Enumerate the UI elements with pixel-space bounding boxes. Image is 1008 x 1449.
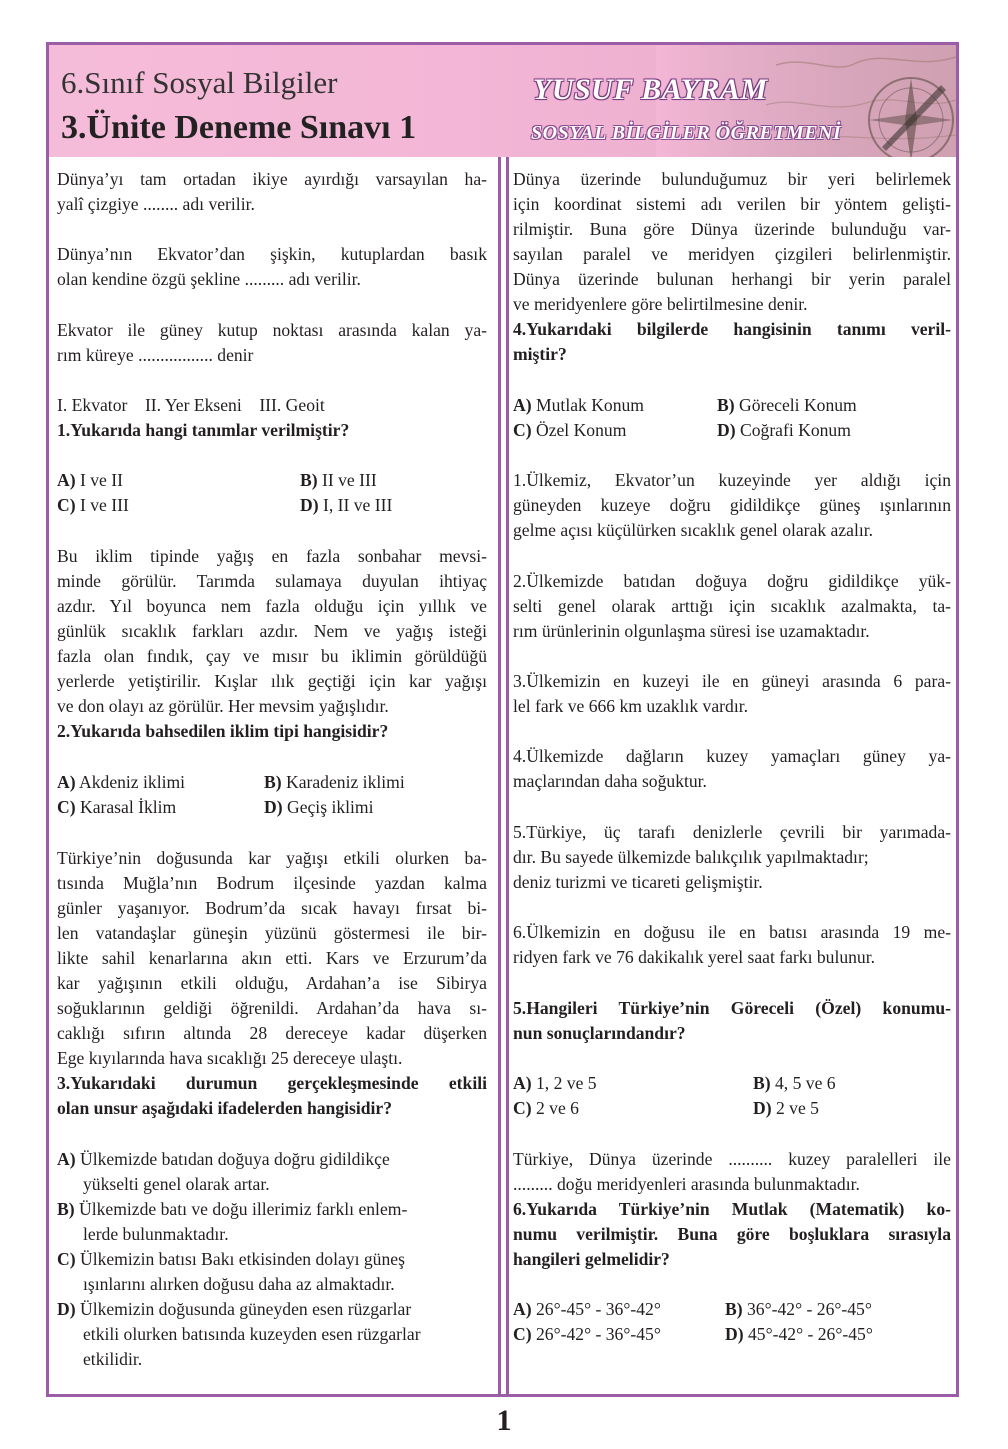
author-name: YUSUF BAYRAM <box>533 73 768 106</box>
question-4-line-1: 4.Yukarıdaki bilgilerde hangisinin tanımı veril- <box>513 319 951 339</box>
option-c[interactable]: C) Özel Konum <box>513 420 627 440</box>
question-2: 2.Yukarıda bahsedilen iklim tipi hangisidir? <box>57 721 389 741</box>
weather-text-line: Türkiye’nin doğusunda kar yağışı etkili olurken ba- <box>57 848 487 868</box>
statement-2-line: 2.Ülkemizde batıdan doğuya doğru gidildikçe yük- <box>513 571 951 591</box>
climate-text-line: ve don olayı az görülür. Her mevsim yağışlıdır. <box>57 696 389 716</box>
statement-1-line: güneyden kuzeye doğru gidildikçe güneş ışınlarının <box>513 495 951 515</box>
option-c[interactable]: C) 26°-42° - 36°-45° <box>513 1324 661 1344</box>
course-title: 6.Sınıf Sosyal Bilgiler <box>61 65 338 100</box>
statement-4-line: 4.Ülkemizde dağların kuzey yamaçları güney ya- <box>513 746 951 766</box>
option-b[interactable]: B) II ve III <box>300 470 377 490</box>
page-frame <box>46 42 959 1397</box>
statement-1-line: 1.Ülkemiz, Ekvator’un kuzeyinde yer aldığı için <box>513 470 951 490</box>
statement-6-line: 6.Ülkemizin en doğusu ile en batısı arasında 19 me- <box>513 922 951 942</box>
term-list <box>57 393 325 418</box>
climate-text-line: fazla olan fındık, çay ve mısır bu iklimin görüldüğü <box>57 646 487 666</box>
weather-text-line: tısında Muğla’nın Bodrum ilçesinde yazdan kalma <box>57 873 487 893</box>
option-c-cont: ışınlarını alırken doğusu daha az almaktadır. <box>83 1274 395 1294</box>
question-6-line-3: hangileri gelmelidir? <box>513 1249 670 1269</box>
option-c[interactable]: C) 2 ve 6 <box>513 1098 579 1118</box>
option-d[interactable]: D) Coğrafi Konum <box>717 420 851 440</box>
option-b-cont: lerde bulunmaktadır. <box>83 1224 229 1244</box>
option-b[interactable]: B) 4, 5 ve 6 <box>753 1073 836 1093</box>
statement-5-line: dır. Bu sayede ülkemizde balıkçılık yapılmaktadır; <box>513 847 869 867</box>
question-5-line-2: nun sonuçlarındandır? <box>513 1023 686 1043</box>
weather-text-line: kar yağışının etkili olduğu, Ardahan’a ise Sibirya <box>57 973 487 993</box>
climate-text-line: minde görülür. Tarımda sulamaya duyulan ihtiyaç <box>57 571 487 591</box>
statement-6-line: ridyen fark ve 76 dakikalık yerel saat farkı bulunur. <box>513 947 876 967</box>
location-text-line: rilmiştir. Buna göre Dünya üzerinde bulunduğu var- <box>513 219 951 239</box>
statement-5-line: 5.Türkiye, üç tarafı denizlerle çevrili bir yarımada- <box>513 822 951 842</box>
page-header <box>49 45 956 157</box>
option-d[interactable]: D) 45°-42° - 26°-45° <box>725 1324 873 1344</box>
question-4-line-2: miştir? <box>513 344 567 364</box>
question-1: 1.Yukarıda hangi tanımlar verilmiştir? <box>57 420 350 440</box>
position-text-line: ......... doğu meridyenleri arasında bulunmaktadır. <box>513 1174 860 1194</box>
option-b[interactable]: B) Göreceli Konum <box>717 395 857 415</box>
definition-2-line-2: olan kendine özgü şekline ......... adı verilir. <box>57 269 361 289</box>
option-b[interactable]: B) Karadeniz iklimi <box>264 772 405 792</box>
option-b[interactable]: B) 36°-42° - 26°-45° <box>725 1299 872 1319</box>
location-text-line: ve meridyenlere göre belirtilmesine denir. <box>513 294 808 314</box>
option-b[interactable]: B) Ülkemizde batı ve doğu illerimiz farklı enlem- <box>57 1199 408 1219</box>
option-a[interactable]: A) Ülkemizde batıdan doğuya doğru gidildikçe <box>57 1149 390 1169</box>
climate-text-line: yerlerde yetiştirilir. Kışlar ılık geçtiği için kar yağışı <box>57 671 487 691</box>
option-a-cont: yükselti genel olarak artar. <box>83 1174 270 1194</box>
question-6-line-1: 6.Yukarıda Türkiye’nin Mutlak (Matematik) ko- <box>513 1199 951 1219</box>
option-a[interactable]: A) I ve II <box>57 470 123 490</box>
question-3-line-2: olan unsur aşağıdaki ifadelerden hangisidir? <box>57 1098 393 1118</box>
option-a[interactable]: A) Mutlak Konum <box>513 395 644 415</box>
location-text-line: için koordinat sistemi adı verilen bir yöntem gelişti- <box>513 194 951 214</box>
position-text-line: Türkiye, Dünya üzerinde .......... kuzey paralelleri ile <box>513 1149 951 1169</box>
option-c[interactable]: C) I ve III <box>57 495 129 515</box>
term-item: I. Ekvator <box>57 395 128 415</box>
author-role: SOSYAL BİLGİLER ÖĞRETMENİ <box>531 122 842 144</box>
location-text-line: Dünya üzerinde bulunduğumuz bir yeri belirlemek <box>513 169 951 189</box>
definition-3-line-2: rım küreye ................. denir <box>57 345 254 365</box>
weather-text-line: caklığı sıfırın altında 28 dereceye kadar düşerken <box>57 1023 487 1043</box>
statement-4-line: maçlarından daha soğuktur. <box>513 771 707 791</box>
term-item: II. Yer Ekseni <box>144 395 242 415</box>
location-text-line: Dünya üzerinde bulunan herhangi bir yerin paralel <box>513 269 951 289</box>
column-divider-left <box>498 157 501 1394</box>
climate-text-line: günlük sıcaklık farkları azdır. Nem ve yağış isteği <box>57 621 487 641</box>
question-3-line-1: 3.Yukarıdaki durumun gerçekleşmesinde etkili <box>57 1073 487 1093</box>
option-a[interactable]: A) Akdeniz iklimi <box>57 772 186 792</box>
weather-text-line: soğuklarının geldiği öğrenildi. Ardahan’da hava sı- <box>57 998 487 1018</box>
climate-text-line: Bu iklim tipinde yağış en fazla sonbahar mevsi- <box>57 546 487 566</box>
option-d-cont: etkilidir. <box>83 1349 143 1369</box>
definition-1-line-1: Dünya’yı tam ortadan ikiye ayırdığı varsayılan ha- <box>57 169 487 189</box>
option-d[interactable]: D) 2 ve 5 <box>753 1098 819 1118</box>
term-item: III. Geoit <box>259 395 325 415</box>
question-5-line-1: 5.Hangileri Türkiye’nin Göreceli (Özel) konumu- <box>513 998 951 1018</box>
option-d[interactable]: D) Geçiş iklimi <box>264 797 374 817</box>
statement-2-line: selti genel olarak arttığı için sıcaklık azalmakta, ta- <box>513 596 951 616</box>
weather-text-line: len vatandaşlar güneşin yüzünü göstermesi ile bir- <box>57 923 487 943</box>
option-d[interactable]: D) Ülkemizin doğusunda güneyden esen rüzgarlar <box>57 1299 412 1319</box>
statement-3-line: 3.Ülkemizin en kuzeyi ile en güneyi arasında 6 para- <box>513 671 951 691</box>
statement-1-line: gelme açısı küçülürken sıcaklık genel olarak azalır. <box>513 520 874 540</box>
option-c[interactable]: C) Karasal İklim <box>57 797 177 817</box>
climate-text-line: azdır. Yıl boyunca nem fazla olduğu için yıllık ve <box>57 596 487 616</box>
column-divider-right <box>506 157 509 1394</box>
location-text-line: sayılan paralel ve meridyen çizgileri belirlenmiştir. <box>513 244 951 264</box>
option-d-cont: etkili olurken batısında kuzeyden esen rüzgarlar <box>83 1324 421 1344</box>
option-a[interactable]: A) 1, 2 ve 5 <box>513 1073 597 1093</box>
weather-text-line: likte sahil kenarlarına akın etti. Kars ve Erzurum’da <box>57 948 487 968</box>
statement-5-line: deniz turizmi ve ticareti gelişmiştir. <box>513 872 763 892</box>
weather-text-line: Ege kıyılarında hava sıcaklığı 25 dereceye ulaştı. <box>57 1048 403 1068</box>
page-number: 1 <box>496 1404 512 1437</box>
option-d[interactable]: D) I, II ve III <box>300 495 393 515</box>
option-a[interactable]: A) 26°-45° - 36°-42° <box>513 1299 661 1319</box>
option-c[interactable]: C) Ülkemizin batısı Bakı etkisinden dolayı güneş <box>57 1249 405 1269</box>
statement-3-line: lel fark ve 666 km uzaklık vardır. <box>513 696 748 716</box>
definition-3-line-1: Ekvator ile güney kutup noktası arasında kalan ya- <box>57 320 487 340</box>
exam-title: 3.Ünite Deneme Sınavı 1 <box>61 109 417 146</box>
statement-2-line: rım ürünlerinin olgunlaşma süresi ise uzamaktadır. <box>513 621 870 641</box>
definition-2-line-1: Dünya’nın Ekvator’dan şişkin, kutuplardan basık <box>57 244 487 264</box>
question-6-line-2: numu verilmiştir. Buna göre boşluklara sırasıyla <box>513 1224 951 1244</box>
weather-text-line: günler yaşanıyor. Bodrum’da sıcak havayı fırsat bi- <box>57 898 487 918</box>
definition-1-line-2: yalî çizgiye ........ adı verilir. <box>57 194 255 214</box>
